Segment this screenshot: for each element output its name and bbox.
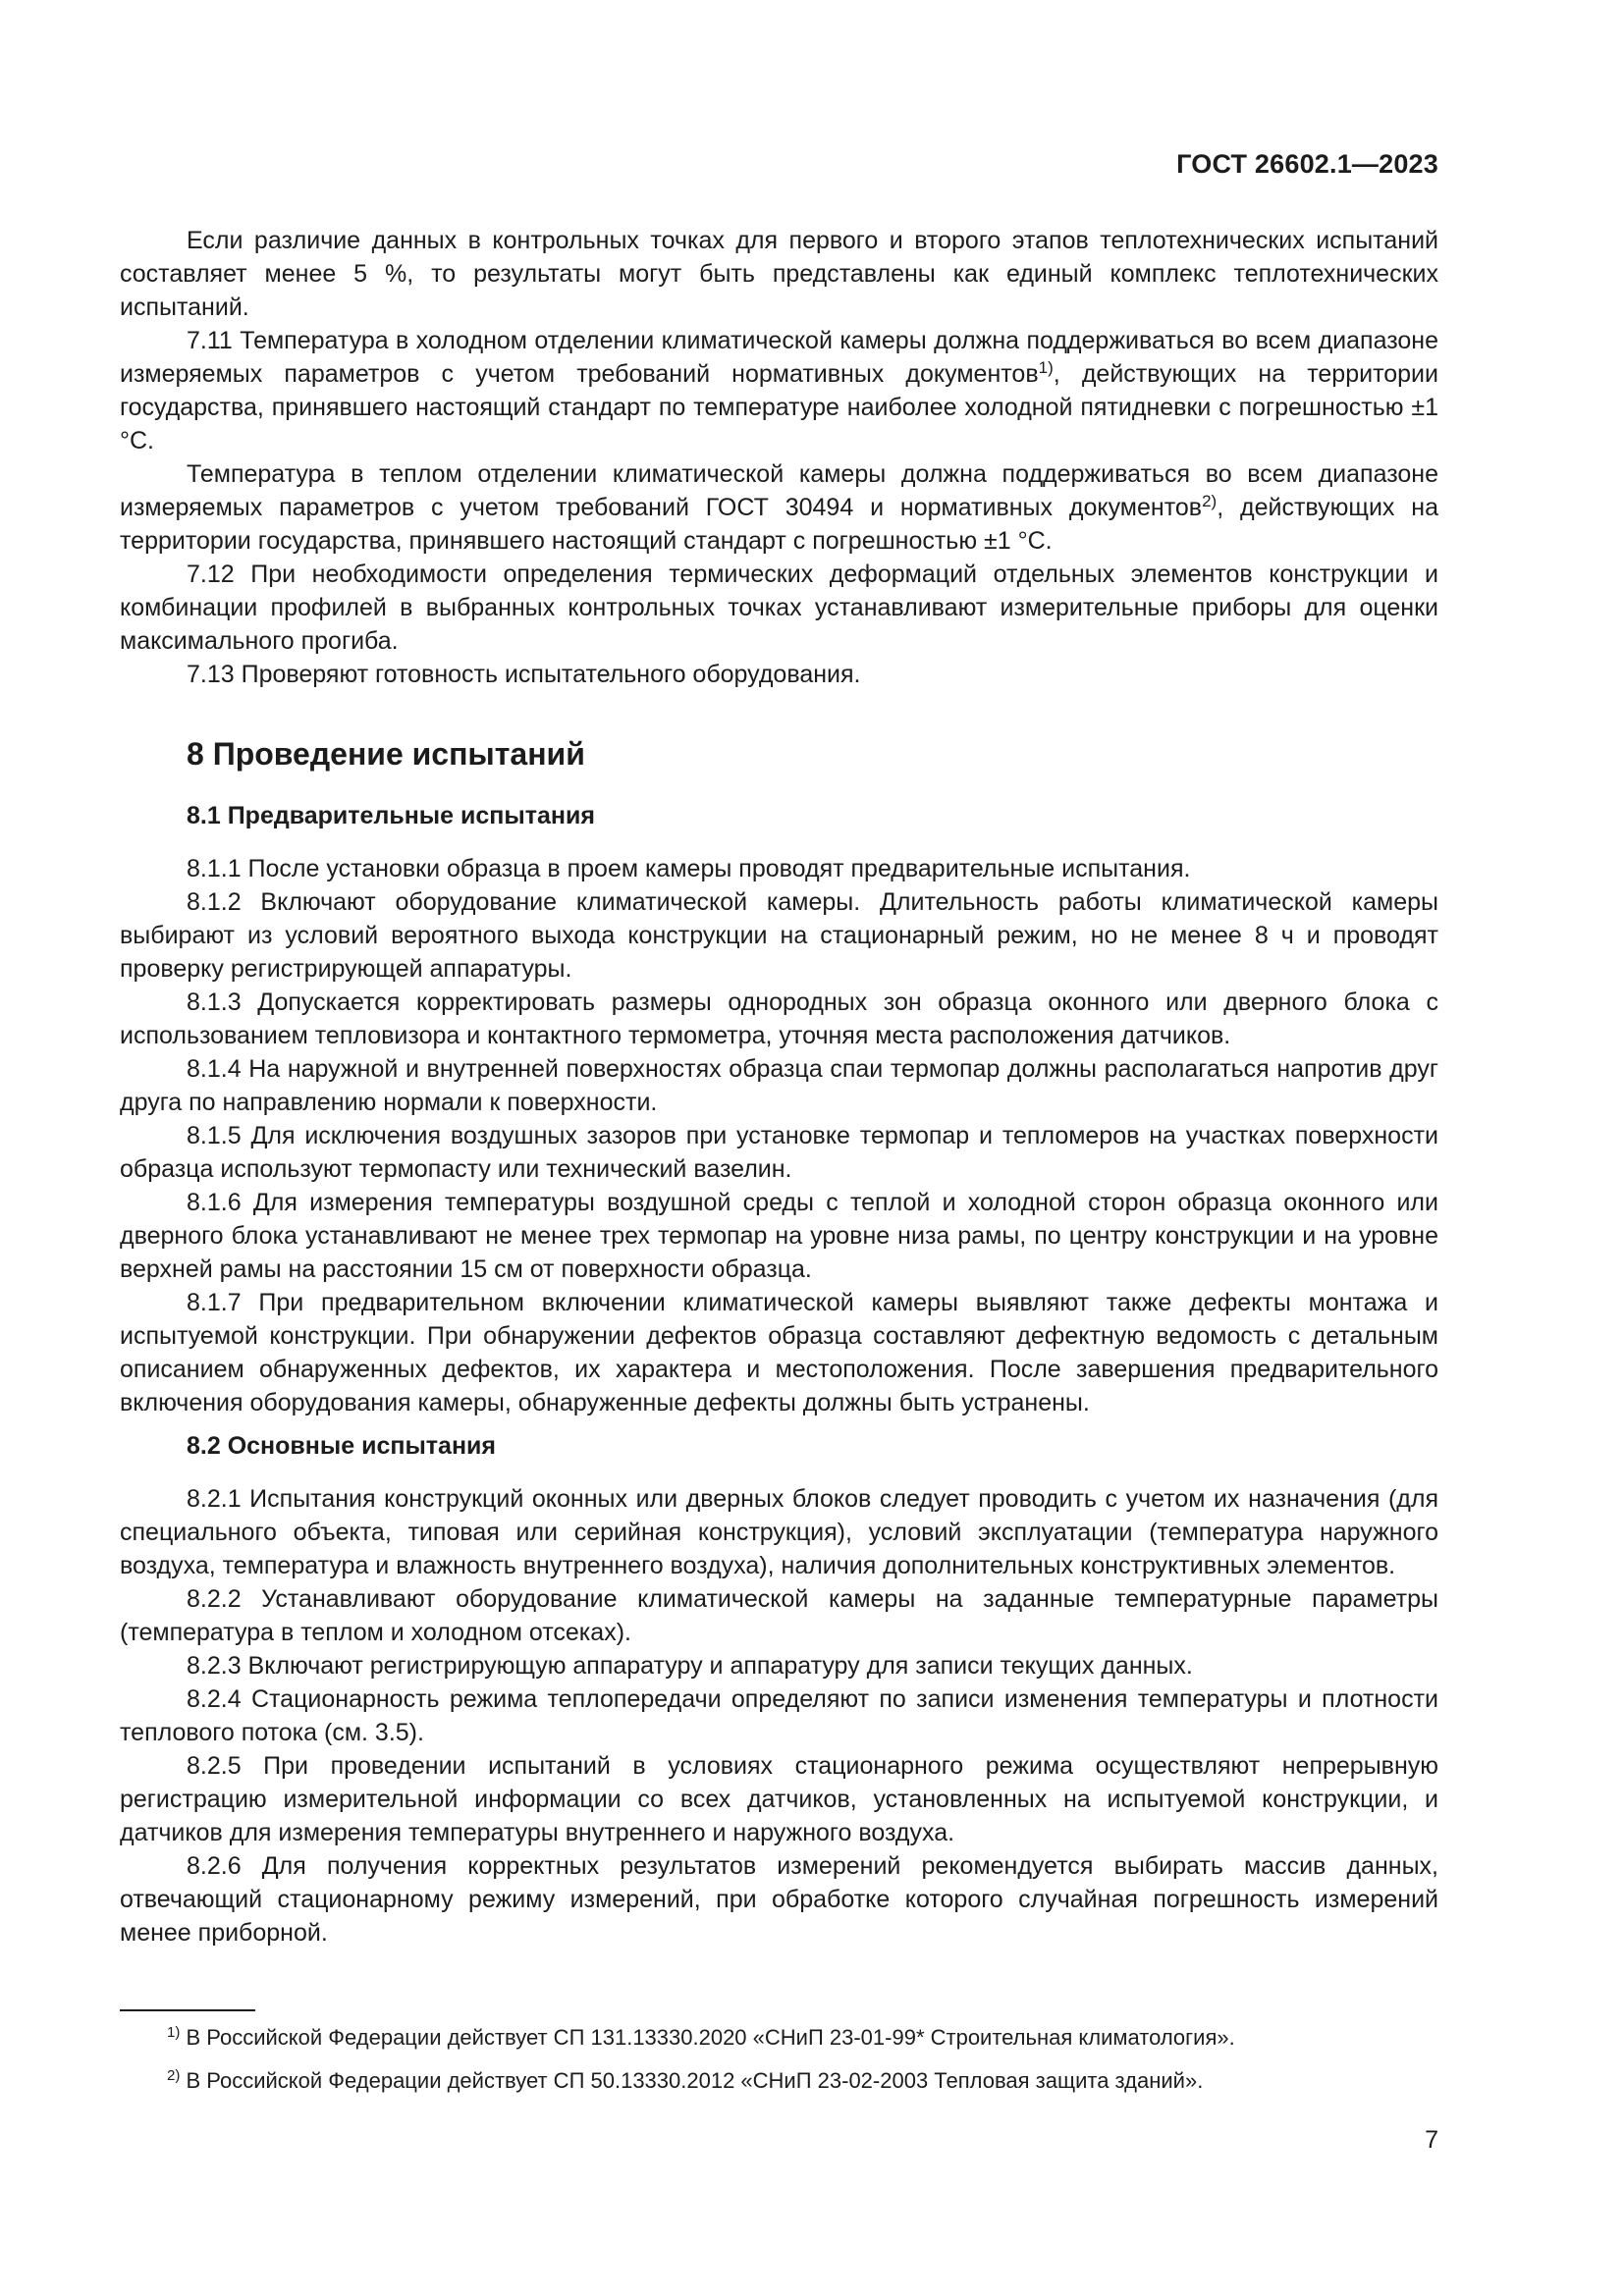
paragraph-text: 7.11 Температура в холодном отделении климатической камеры должна поддерживаться во всем диапазоне измеряемых параметров с учетом требований нормативных документов — [120, 327, 1438, 388]
paragraph-8-2-2: 8.2.2 Устанавливают оборудование климатической камеры на заданные температурные параметры (температура в теплом и холодном отсеках). — [120, 1585, 1438, 1646]
footnote-text: В Российской Федерации действует СП 131.13330.2020 «СНиП 23-01-99* Строительная климатология». — [186, 2025, 1235, 2050]
paragraph-8-2-1: 8.2.1 Испытания конструкций оконных или дверных блоков следует проводить с учетом их назначения (для специального объекта, типовая или серийная конструкция), условий эксплуатации (температура наружного воздуха, температура и влажность внутреннего воздуха), наличия дополнительных конструктивных элементов. — [120, 1485, 1438, 1579]
footnote-1 — [167, 2023, 1438, 2053]
paragraph-7-12: 7.12 При необходимости определения термических деформаций отдельных элементов конструкции и комбинации профилей в выбранных контрольных точках устанавливают измерительные приборы для оценки максимального прогиба. — [120, 561, 1438, 655]
paragraph-text: , действующих на территории государства, принявшего настоящий стандарт по температуре наиболее холодной пятидневки с погрешностью ±1 °С. — [120, 360, 1438, 454]
section-8-heading: 8 Проведение испытаний — [187, 736, 585, 772]
paragraph-7-13: 7.13 Проверяют готовность испытательного оборудования. — [187, 661, 861, 688]
footnote-mark: 1) — [167, 2024, 181, 2041]
paragraph-7-11 — [120, 324, 1438, 457]
paragraph-8-1-4: 8.1.4 На наружной и внутренней поверхностях образца спаи термопар должны располагаться напротив друг друга по направлению нормали к поверхности. — [120, 1055, 1438, 1116]
footnote-ref-1: 1) — [1038, 358, 1054, 377]
document-code-header: ГОСТ 26602.1—2023 — [1176, 149, 1438, 179]
paragraph-8-2-3: 8.2.3 Включают регистрирующую аппаратуру и аппаратуру для записи текущих данных. — [187, 1652, 1193, 1680]
footnote-2 — [167, 2066, 1438, 2096]
paragraph-8-2-5: 8.2.5 При проведении испытаний в условиях стационарного режима осуществляют непрерывную регистрацию измерительной информации со всех датчиков, установленных на испытуемой конструкции, и датчиков для измерения температуры внутреннего и наружного воздуха. — [120, 1752, 1438, 1846]
paragraph-8-1-3: 8.1.3 Допускается корректировать размеры однородных зон образца оконного или дверного блока с использованием тепловизора и контактного термометра, уточняя места расположения датчиков. — [120, 988, 1438, 1049]
paragraph-8-1-1: 8.1.1 После установки образца в проем камеры проводят предварительные испытания. — [187, 855, 1191, 882]
paragraph-8-1-5: 8.1.5 Для исключения воздушных зазоров при установке термопар и тепломеров на участках поверхности образца используют термопасту или технический вазелин. — [120, 1122, 1438, 1183]
paragraph-8-2-4: 8.2.4 Стационарность режима теплопередачи определяют по записи изменения температуры и плотности теплового потока (см. 3.5). — [120, 1685, 1438, 1746]
page-body — [120, 224, 1438, 1949]
subsection-8-2-heading: 8.2 Основные испытания — [187, 1432, 497, 1460]
paragraph-8-2-6: 8.2.6 Для получения корректных результатов измерений рекомендуется выбирать массив данных, отвечающий стационарному режиму измерений, при обработке которого случайная погрешность измерений менее приборной. — [120, 1852, 1438, 1947]
paragraph-8-1-6: 8.1.6 Для измерения температуры воздушной среды с теплой и холодной сторон образца оконного или дверного блока устанавливают не менее трех термопар на уровне низа рамы, по центру конструкции и на уровне верхней рамы на расстоянии 15 см от поверхности образца. — [120, 1189, 1438, 1283]
subsection-8-1-heading: 8.1 Предварительные испытания — [187, 802, 595, 829]
footnote-mark: 2) — [167, 2067, 181, 2084]
footnotes — [120, 2009, 1438, 2109]
paragraph-text: , действующих на территории государства, принявшего настоящий стандарт с погрешностью ±1 °С. — [120, 494, 1438, 555]
paragraph-8-1-2: 8.1.2 Включают оборудование климатической камеры. Длительность работы климатической камеры выбирают из условий вероятного выхода конструкции на стационарный режим, но не менее 8 ч и проводят проверку регистрирующей аппаратуры. — [120, 888, 1438, 983]
footnote-ref-2: 2) — [1202, 492, 1218, 510]
paragraph-7-11-warm — [120, 457, 1438, 558]
page-number: 7 — [1425, 2126, 1438, 2154]
paragraph-intro: Если различие данных в контрольных точках для первого и второго этапов теплотехнических испытаний составляет менее 5 %, то результаты могут быть представлены как единый комплекс теплотехнических испытаний. — [120, 227, 1438, 321]
footnote-divider — [120, 2009, 255, 2011]
footnote-text: В Российской Федерации действует СП 50.13330.2012 «СНиП 23-02-2003 Тепловая защита зданий». — [186, 2068, 1204, 2093]
paragraph-8-1-7: 8.1.7 При предварительном включении климатической камеры выявляют также дефекты монтажа и испытуемой конструкции. При обнаружении дефектов образца составляют дефектную ведомость с детальным описанием обнаруженных дефектов, их характера и местоположения. После завершения предварительного включения оборудования камеры, обнаруженные дефекты должны быть устранены. — [120, 1289, 1438, 1416]
paragraph-text: Температура в теплом отделении климатической камеры должна поддерживаться во всем диапазоне измеряемых параметров с учетом требований ГОСТ 30494 и нормативных документов — [120, 460, 1438, 521]
